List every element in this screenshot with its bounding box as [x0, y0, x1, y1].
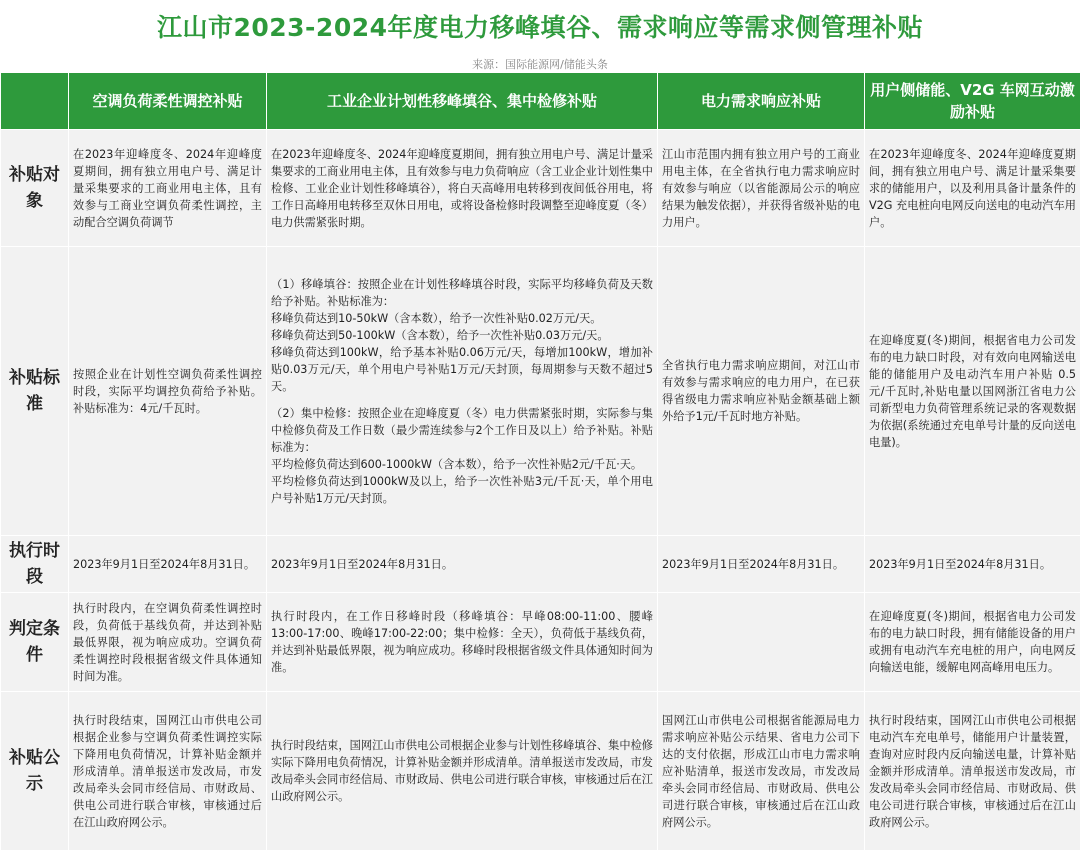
- table-row: [1, 593, 1080, 692]
- spacer: [271, 395, 653, 405]
- subsidy-table: [0, 72, 1080, 851]
- table-cell: 在迎峰度夏(冬)期间，根据省电力公司发布的电力缺口时段，拥有储能设备的用户或拥有电动汽车充电桩的用户，向电网反向输送电能，缓解电网高峰用电压力。: [865, 593, 1080, 692]
- table-cell: 执行时段内，在工作日移峰时段（移峰填谷：早峰08:00-11:00、腰峰13:00-17:00、晚峰17:00-22:00；集中检修：全天），负荷低于基线负荷，并达到补贴最低界限，视为响应成功。移峰时段根据省级文件具体通知时间为准。: [267, 593, 658, 692]
- table-header-row: [1, 73, 1080, 130]
- row-header: 补贴公示: [1, 692, 69, 851]
- table-row: [1, 536, 1080, 593]
- table-cell: 在2023年迎峰度冬、2024年迎峰度夏期间，拥有独立用电户号、满足计量采集要求的工商业用电主体，且有效参与电力负荷响应（含工业企业计划性集中检修、工业企业计划性移峰填谷），将白天高峰用电转移到夜间低谷用电，将工作日高峰用电转移至双休日用电，或将设备检修时段调整至迎峰度夏（冬）电力供需紧张时期。: [267, 130, 658, 247]
- header-corner: [1, 73, 69, 130]
- standard-line: 平均检修负荷达到600-1000kW（含本数），给予一次性补贴2元/千瓦·天。: [271, 456, 653, 473]
- standard-line: （2）集中检修：按照企业在迎峰度夏（冬）电力供需紧张时期，实际参与集中检修负荷及工作日数（最少需连续参与2个工作日及以上）给予补贴。补贴标准为：: [271, 405, 653, 456]
- table-row: [1, 247, 1080, 536]
- table-cell: 执行时段结束，国网江山市供电公司根据企业参与空调负荷柔性调控实际下降用电负荷情况，计算补贴金额并形成清单。清单报送市发改局，市发改局牵头会同市经信局、市财政局、供电公司进行联合审核，审核通过后在江山政府网公示。: [69, 692, 267, 851]
- table-cell: 在2023年迎峰度冬、2024年迎峰度夏期间，拥有独立用电户号、满足计量采集要求的储能用户，以及利用具备计量条件的 V2G 充电桩向电网反向送电的电动汽车用户。: [865, 130, 1080, 247]
- table-cell: 2023年9月1日至2024年8月31日。: [865, 536, 1080, 593]
- standard-line: 移峰负荷达到50-100kW（含本数），给予一次性补贴0.03万元/天。: [271, 327, 653, 344]
- row-header: 补贴对象: [1, 130, 69, 247]
- standard-line: （1）移峰填谷：按照企业在计划性移峰填谷时段，实际平均移峰负荷及天数给予补贴。补贴标准为：: [271, 276, 653, 310]
- page-title: 江山市2023-2024年度电力移峰填谷、需求响应等需求侧管理补贴: [0, 8, 1080, 44]
- table-cell: 执行时段内，在空调负荷柔性调控时段，负荷低于基线负荷，并达到补贴最低界限，视为响应成功。空调负荷柔性调控时段根据省级文件具体通知时间为准。: [69, 593, 267, 692]
- table-cell: 执行时段结束，国网江山市供电公司根据电动汽车充电单号，储能用户计量装置，查询对应时段内反向输送电量，计算补贴金额并形成清单。清单报送市发改局，市发改局牵头会同市经信局、市财政局、供电公司进行联合审核，审核通过后在江山政府网公示。: [865, 692, 1080, 851]
- standard-line: 移峰负荷达到100kW，给予基本补贴0.06万元/天，每增加100kW，增加补贴0.03万元/天，单个用电户号补贴1万元/天封顶，每周期参与天数不超过5天。: [271, 344, 653, 395]
- source-note: 来源：国际能源网/储能头条: [0, 56, 1080, 72]
- table-cell: 在迎峰度夏(冬)期间，根据省电力公司发布的电力缺口时段，对有效向电网输送电能的储能用户及电动汽车用户补贴 0.5 元/千瓦时,补贴电量以国网浙江省电力公司新型电力负荷管理系统记录的客观数据为依据(系统通过充电单号计量的反向送电电量)。: [865, 247, 1080, 536]
- row-header: 判定条件: [1, 593, 69, 692]
- table-cell: 在2023年迎峰度冬、2024年迎峰度夏期间，拥有独立用电户号、满足计量采集要求的工商业用电主体，且有效参与工商业空调负荷柔性调控，主动配合空调负荷调节: [69, 130, 267, 247]
- table-cell: 全省执行电力需求响应期间，对江山市有效参与需求响应的电力用户，在已获得省级电力需求响应补贴金额基础上额外给予1元/千瓦时地方补贴。: [658, 247, 865, 536]
- table-cell: 2023年9月1日至2024年8月31日。: [267, 536, 658, 593]
- standard-line: 移峰负荷达到10-50kW（含本数），给予一次性补贴0.02万元/天。: [271, 310, 653, 327]
- table-cell: 江山市范围内拥有独立用户号的工商业用电主体，在全省执行电力需求响应时有效参与响应（以省能源局公示的响应结果为触发依据），并获得省级补贴的电力用户。: [658, 130, 865, 247]
- table-cell: 执行时段结束，国网江山市供电公司根据企业参与计划性移峰填谷、集中检修实际下降用电负荷情况，计算补贴金额并形成清单。清单报送市发改局，市发改局牵头会同市经信局、市财政局、供电公司进行联合审核，审核通过后在江山政府网公示。: [267, 692, 658, 851]
- standard-line: 平均检修负荷达到1000kW及以上，给予一次性补贴3元/千瓦·天，单个用电户号补贴1万元/天封顶。: [271, 473, 653, 507]
- row-header: 补贴标准: [1, 247, 69, 536]
- table-cell: [658, 593, 865, 692]
- table-row: [1, 692, 1080, 851]
- table-cell: 2023年9月1日至2024年8月31日。: [658, 536, 865, 593]
- column-header: 电力需求响应补贴: [658, 73, 865, 130]
- row-header: 执行时段: [1, 536, 69, 593]
- table-cell: 国网江山市供电公司根据省能源局电力需求响应补贴公示结果、省电力公司下达的支付依据，形成江山市电力需求响应补贴清单，报送市发改局，市发改局牵头会同市经信局、市财政局、供电公司进行联合审核，审核通过后在江山政府网公示。: [658, 692, 865, 851]
- column-header: 空调负荷柔性调控补贴: [69, 73, 267, 130]
- table-row: [1, 130, 1080, 247]
- column-header: 工业企业计划性移峰填谷、集中检修补贴: [267, 73, 658, 130]
- table-cell: 按照企业在计划性空调负荷柔性调控时段，实际平均调控负荷给予补贴。补贴标准为：4元/千瓦时。: [69, 247, 267, 536]
- table-cell: 2023年9月1日至2024年8月31日。: [69, 536, 267, 593]
- column-header: 用户侧储能、V2G 车网互动激励补贴: [865, 73, 1080, 130]
- table-cell: [267, 247, 658, 536]
